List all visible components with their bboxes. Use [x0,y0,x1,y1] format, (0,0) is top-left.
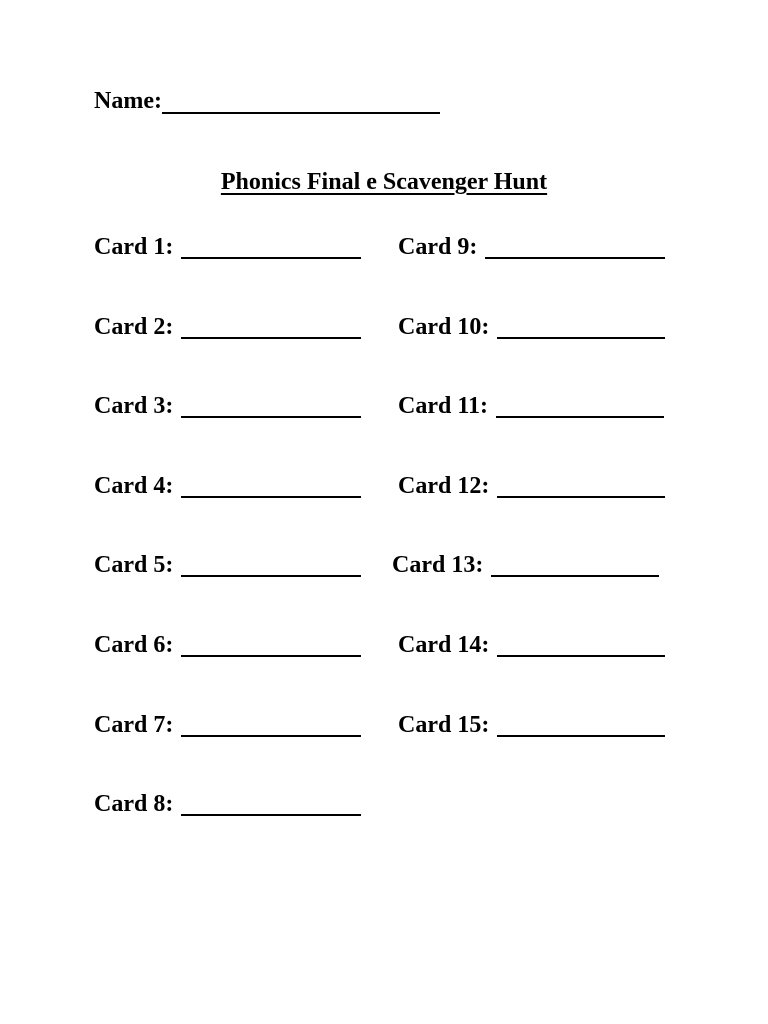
card-blank-line[interactable] [181,735,361,737]
card-label: Card 2: [94,314,174,340]
card-row-7 [94,710,361,740]
card-blank-line[interactable] [497,655,665,657]
card-blank-line[interactable] [181,575,361,577]
card-row-11 [398,391,664,421]
card-label: Card 7: [94,712,174,738]
name-blank-line[interactable] [162,112,440,114]
card-row-10 [398,312,665,342]
card-row-8 [94,789,361,819]
card-blank-line[interactable] [491,575,659,577]
card-row-2 [94,312,361,342]
card-label: Card 9: [398,234,478,260]
card-row-5 [94,550,361,580]
card-row-12 [398,471,665,501]
card-blank-line[interactable] [497,735,665,737]
card-label: Card 6: [94,632,174,658]
card-blank-line[interactable] [181,337,361,339]
card-label: Card 1: [94,234,174,260]
card-blank-line[interactable] [496,416,664,418]
card-row-4 [94,471,361,501]
card-blank-line[interactable] [181,257,361,259]
card-row-15 [398,710,665,740]
card-row-14 [398,630,665,660]
card-blank-line[interactable] [497,496,665,498]
card-row-9 [398,232,665,262]
card-row-1 [94,232,361,262]
card-blank-line[interactable] [181,416,361,418]
card-blank-line[interactable] [181,496,361,498]
card-row-13 [392,550,659,580]
card-label: Card 8: [94,791,174,817]
card-label: Card 13: [392,552,484,578]
title-text: Phonics Final e Scavenger Hunt [220,169,548,195]
worksheet-title [0,167,768,197]
card-label: Card 12: [398,473,490,499]
card-row-3 [94,391,361,421]
card-label: Card 4: [94,473,174,499]
card-label: Card 14: [398,632,490,658]
card-label: Card 15: [398,712,490,738]
card-label: Card 11: [398,393,488,419]
name-label: Name: [94,88,162,114]
card-blank-line[interactable] [181,814,361,816]
card-blank-line[interactable] [485,257,665,259]
card-blank-line[interactable] [181,655,361,657]
card-row-6 [94,630,361,660]
card-label: Card 10: [398,314,490,340]
card-label: Card 3: [94,393,174,419]
card-label: Card 5: [94,552,174,578]
card-blank-line[interactable] [497,337,665,339]
name-row [94,86,440,116]
